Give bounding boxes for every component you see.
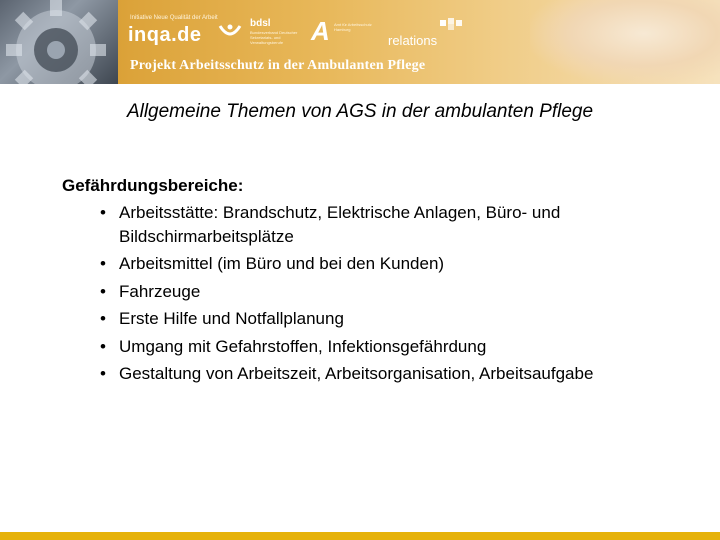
hazard-section <box>62 175 682 390</box>
list-item-text: Umgang mit Gefahrstoffen, Infektionsgefährdung <box>119 336 487 356</box>
person-photo <box>530 0 720 84</box>
project-title: Projekt Arbeitsschutz in der Ambulanten Pflege <box>130 58 426 73</box>
bdsl-logo-subtitle: Bundesverband Deutscher Sekretariats- und Verwaltungsberufe <box>250 30 298 45</box>
list-item <box>62 335 682 359</box>
list-item <box>62 252 682 276</box>
baua-logo-icon <box>218 22 242 42</box>
list-item-text: Arbeitsmittel (im Büro und bei den Kunden) <box>119 254 445 273</box>
gear-image <box>0 0 118 84</box>
list-item-text: Gestaltung von Arbeitszeit, Arbeitsorganisation, Arbeitsaufgabe <box>119 364 594 383</box>
bullet-icon: • <box>100 203 106 222</box>
list-item-text: Fahrzeuge <box>119 281 201 301</box>
list-item <box>62 201 682 248</box>
relations-squares-icon <box>440 18 462 30</box>
amt-logo: A <box>311 16 330 46</box>
gear-icon <box>0 0 118 84</box>
list-item <box>62 280 682 304</box>
bullet-list <box>62 201 682 386</box>
bullet-icon: • <box>100 336 106 356</box>
bullet-icon: • <box>100 364 106 383</box>
footer-line <box>0 532 720 540</box>
relations-logo: relations <box>388 33 438 48</box>
list-item-text: Arbeitsstätte: Brandschutz, Elektrische Anlagen, Büro- und Bildschirmarbeitsplätze <box>119 203 561 246</box>
list-item <box>62 362 682 386</box>
bdsl-logo: bdsl <box>250 18 271 29</box>
bullet-icon: • <box>100 281 106 301</box>
bullet-icon: • <box>100 309 106 328</box>
inqa-marker-text: Initiative Neue Qualität der Arbeit <box>130 15 218 21</box>
amt-logo-subtitle: Amt für Arbeitsschutz Hamburg <box>334 22 372 32</box>
bullet-icon: • <box>100 254 106 273</box>
list-item-text: Erste Hilfe und Notfallplanung <box>119 309 344 328</box>
inqa-logo: inqa.de <box>128 24 202 46</box>
slide-title: Allgemeine Themen von AGS in der ambulanten Pflege <box>126 101 594 122</box>
section-heading: Gefährdungsbereiche: <box>62 176 244 195</box>
list-item <box>62 307 682 331</box>
header-banner <box>0 0 720 84</box>
